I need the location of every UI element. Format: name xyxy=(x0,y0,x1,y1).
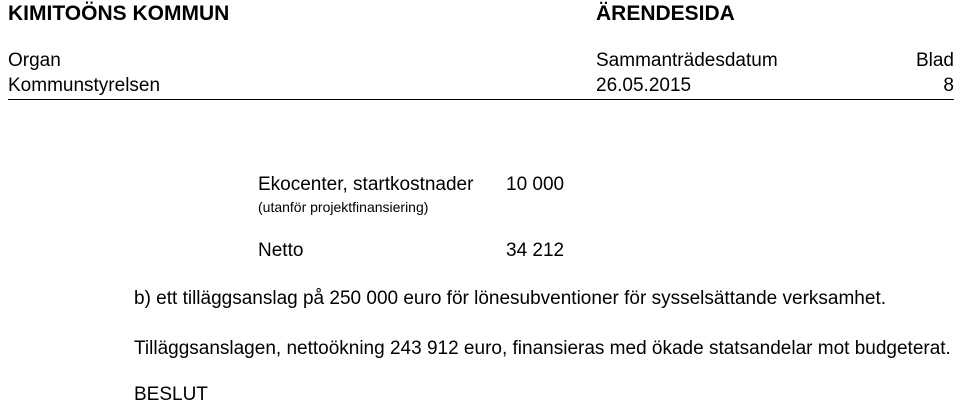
organ-value: Kommunstyrelsen xyxy=(8,75,161,96)
paragraph-summary: Tilläggsanslagen, nettoökning 243 912 euro, finansieras med ökade statsandelar mot budgeterat. xyxy=(134,338,951,359)
meeting-date-label: Sammanträdesdatum xyxy=(596,50,778,71)
budget-item-label: Ekocenter, startkostnader xyxy=(258,174,474,195)
document-type: ÄRENDESIDA xyxy=(596,2,735,25)
municipality-name: KIMITOÖNS KOMMUN xyxy=(8,2,230,25)
budget-item-note: (utanför projektfinansiering) xyxy=(258,199,429,215)
meeting-date-value: 26.05.2015 xyxy=(596,75,692,96)
paragraph-b: b) ett tilläggsanslag på 250 000 euro för lönesubventioner för sysselsättande verksamhet. xyxy=(134,288,887,309)
header-divider xyxy=(8,99,954,100)
net-value: 34 212 xyxy=(506,240,565,261)
page-label: Blad xyxy=(915,50,954,71)
page-number: 8 xyxy=(943,75,954,96)
organ-label: Organ xyxy=(8,50,61,71)
decision-heading: BESLUT xyxy=(134,384,208,405)
net-label: Netto xyxy=(258,240,304,261)
budget-item-value: 10 000 xyxy=(506,174,565,195)
